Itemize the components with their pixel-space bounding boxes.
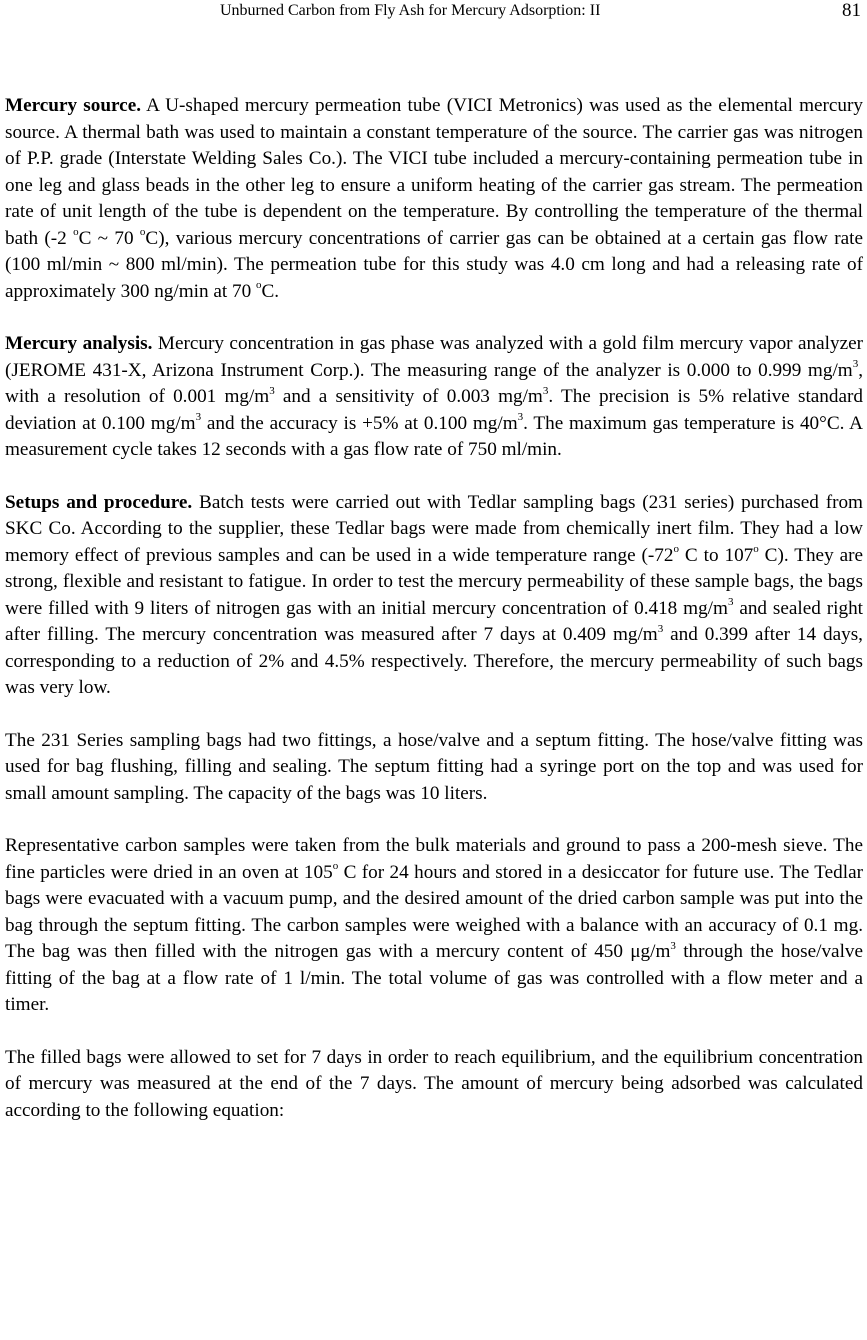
superscript: 3 — [195, 411, 202, 424]
superscript: o — [73, 226, 79, 239]
paragraph-text: The 231 Series sampling bags had two fittings, a hose/valve and a septum fitting. The hose/valve fitting was used for bag flushing, filling and sealing. The septum fitting had a syringe port on the top and was used for small amount sampling. The capacity of the bags was 10 liters. — [5, 729, 863, 804]
superscript: 3 — [517, 411, 524, 424]
superscript: 3 — [852, 358, 859, 371]
paragraph — [5, 331, 863, 464]
paragraph-text: Representative carbon samples were taken from the bulk materials and ground to pass a 200-mesh sieve. The fine particles were dried in an oven at 105 — [5, 835, 863, 883]
paragraph-text: and 0.399 after 14 days, corresponding to a reduction of 2% and 4.5% respectively. Therefore, the mercury permeability of such bags was very low. — [5, 624, 863, 698]
paragraph-text: and a sensitivity of 0.003 mg/m — [274, 386, 543, 407]
superscript: 3 — [657, 622, 664, 635]
paragraph-text: C). They are strong, flexible and resistant to fatigue. In order to test the mercury permeability of these sample bags, the bags were filled with 9 liters of nitrogen gas with an initial mercury concentration of 0.418 mg/m — [5, 544, 863, 619]
superscript: 3 — [542, 384, 549, 397]
paragraph-lead-heading: Setups and procedure. — [5, 491, 193, 513]
paragraph-text: . The maximum gas temperature is 40°C. A measurement cycle takes 12 seconds with a gas flow rate of 750 ml/min. — [5, 412, 863, 460]
paragraph — [5, 833, 863, 1019]
body-text — [5, 93, 863, 1124]
paragraph — [5, 728, 863, 808]
superscript: o — [256, 279, 262, 292]
paragraph-text: C ~ 70 — [78, 227, 140, 249]
paragraph-text: C. — [261, 280, 280, 302]
paragraph-lead-heading: Mercury source. — [5, 95, 142, 116]
paragraph-text: . The precision is 5% relative standard deviation at 0.100 mg/m — [5, 386, 863, 434]
running-title: Unburned Carbon from Fly Ash for Mercury Adsorption: II — [220, 2, 601, 19]
running-head — [0, 2, 867, 24]
paragraph-lead-heading: Mercury analysis. — [5, 333, 153, 354]
paragraph-text: A U-shaped mercury permeation tube (VICI Metronics) was used as the elemental mercury source. A thermal bath was used to maintain a constant temperature of the source. The carrier gas was nitrogen of P.P. grade (Interstate Welding Sales Co.). The VICI tube included a mercury-containing permeation tube in one leg and glass beads in the other leg to ensure a uniform heating of the carrier gas stream. The permeation rate of unit length of the tube is dependent on the temperature. By controlling the temperature of the thermal bath (-2 — [5, 95, 864, 249]
paragraph-text: C for 24 hours and stored in a desiccator for future use. The Tedlar bags were evacuated with a vacuum pump, and the desired amount of the dried carbon sample was put into the bag through the septum fitting. The carbon samples were weighed with a balance with an accuracy of 0.1 mg. The bag was then filled with the nitrogen gas with a mercury content of 450 μg/m — [5, 861, 863, 962]
paragraph-text: and the accuracy is +5% at 0.100 mg/m — [201, 412, 518, 434]
paragraph-text: Mercury concentration in gas phase was analyzed with a gold film mercury vapor analyzer (JEROME 431-X, Arizona Instrument Corp.). The measuring range of the analyzer is 0.000 to 0.999 mg/m — [5, 333, 863, 381]
paragraph — [5, 1045, 863, 1125]
paragraph-text: through the hose/valve fitting of the bag at a flow rate of 1 l/min. The total volume of gas was controlled with a flow meter and a timer. — [5, 941, 864, 1015]
paragraph-text: C to 107 — [679, 544, 754, 566]
paragraph — [5, 490, 863, 702]
superscript: o — [673, 543, 679, 556]
superscript: o — [139, 226, 146, 239]
paragraph-text: and sealed right after filling. The mercury concentration was measured after 7 days at 0.409 mg/m — [5, 597, 863, 645]
paragraph — [5, 93, 863, 305]
paragraph-text: The filled bags were allowed to set for 7 days in order to reach equilibrium, and the equilibrium concentration of mercury was measured at the end of the 7 days. The amount of mercury being adsorbed was calculated according to the following equation: — [5, 1046, 863, 1121]
paragraph-text: , with a resolution of 0.001 mg/m — [5, 359, 863, 407]
superscript: 3 — [670, 939, 676, 952]
superscript: o — [753, 543, 759, 556]
superscript: o — [332, 860, 339, 873]
paragraph-text: Batch tests were carried out with Tedlar sampling bags (231 series) purchased from SKC Co. According to the supplier, these Tedlar bags were made from chemically inert film. They had a low memory effect of previous samples and can be used in a wide temperature range (-72 — [5, 491, 863, 566]
page-number: 81 — [842, 0, 861, 21]
superscript: 3 — [727, 596, 734, 609]
paragraph-text: C), various mercury concentrations of carrier gas can be obtained at a certain gas flow rate (100 ml/min ~ 800 ml/min). The permeation tube for this study was 4.0 cm long and had a releasing rate of approximately 300 ng/min at 70 — [5, 227, 863, 302]
superscript: 3 — [269, 384, 275, 397]
